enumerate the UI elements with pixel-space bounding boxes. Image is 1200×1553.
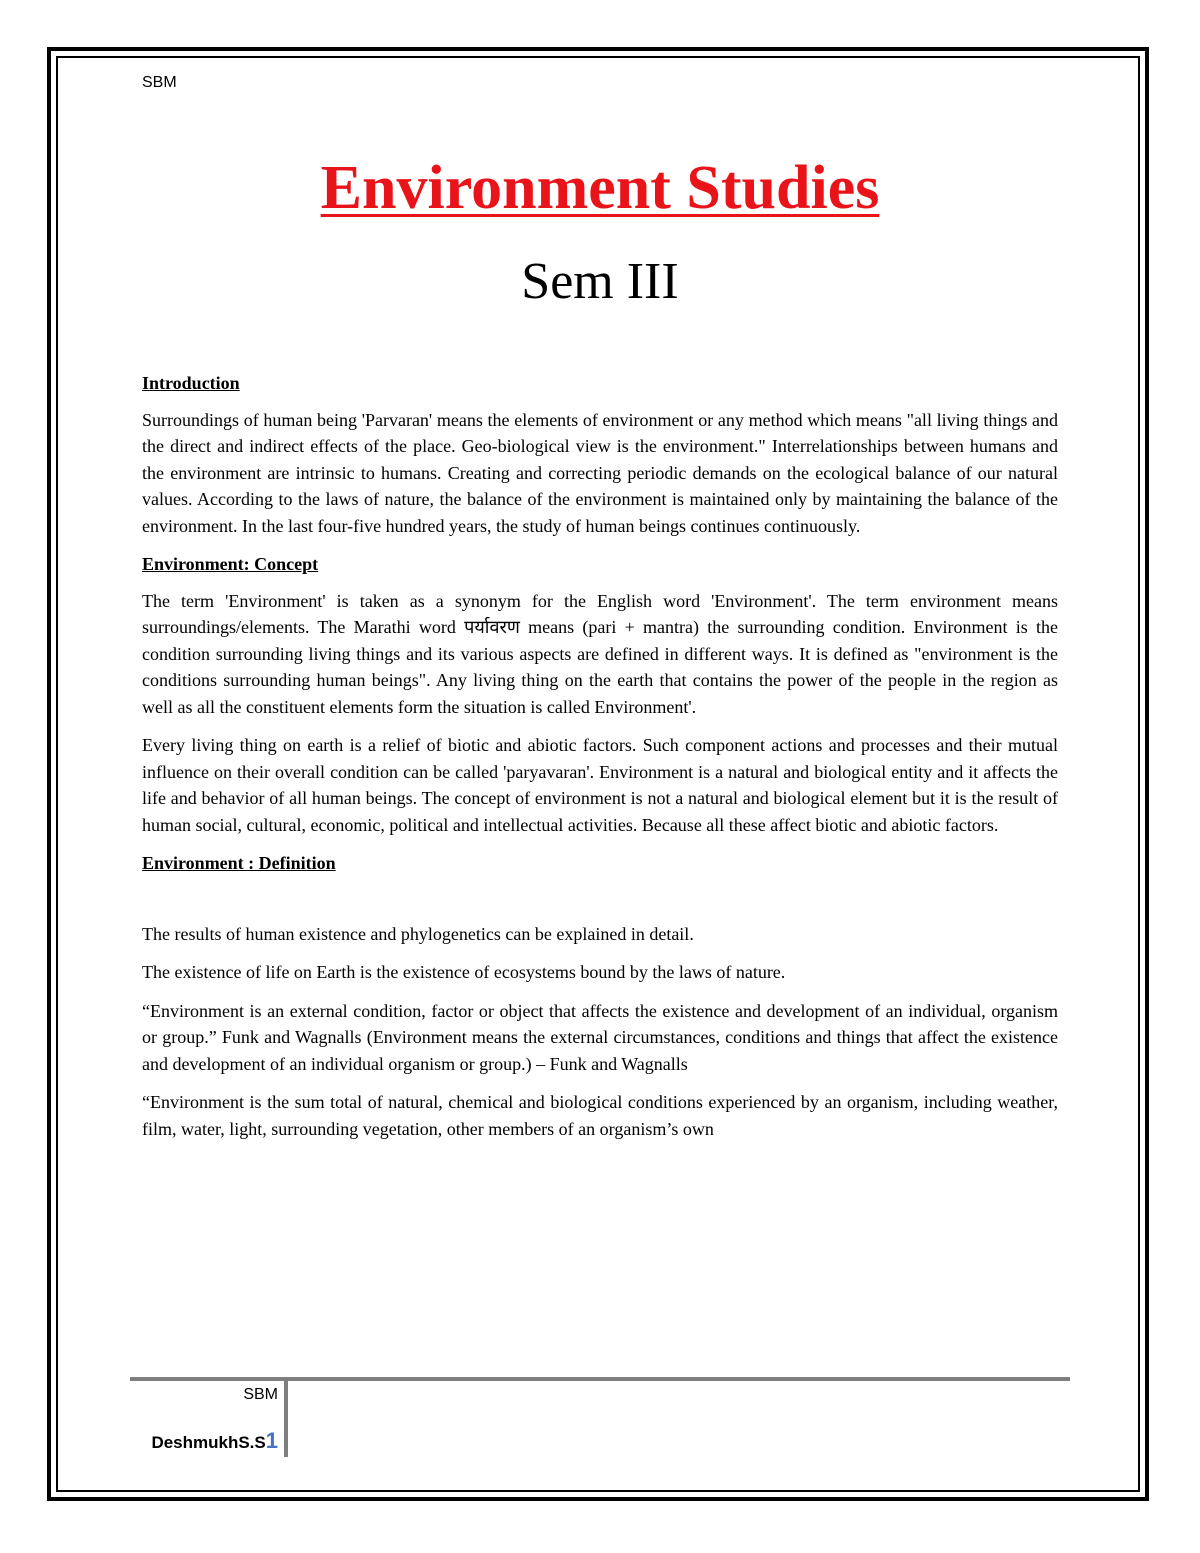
definition-paragraph-2: The existence of life on Earth is the existence of ecosystems bound by the laws of nature. <box>142 962 786 982</box>
intro-paragraph: Surroundings of human being 'Parvaran' means the elements of environment or any method which means "all living things and the direct and indirect effects of the place. Geo-biological view is the environment." Interrelationships between humans and the environment are intrinsic to humans. Creating and correcting periodic demands on the ecological balance of our natural values. According to the laws of nature, the balance of the environment is maintained only by maintaining the balance of the environment. In the last four-five hundred years, the study of human beings continues continuously. <box>142 409 1058 536</box>
header-label: SBM <box>142 74 177 91</box>
spacer <box>142 887 1058 921</box>
footer-author <box>100 1428 278 1454</box>
document-body <box>142 370 1058 1154</box>
document-title: Environment Studies <box>320 154 880 222</box>
footer-vertical-bar <box>284 1381 288 1457</box>
concept-paragraph-2: Every living thing on earth is a relief of biotic and abiotic factors. Such component actions and processes and their mutual influence on their overall condition can be called 'paryavaran'. Environment is a natural and biological entity and it affects the life and behavior of all human beings. The concept of environment is not a natural and biological element but it is the result of human social, cultural, economic, political and intellectual activities. Because all these affect biotic and abiotic factors. <box>142 735 1058 835</box>
definition-paragraph-1: The results of human existence and phylogenetics can be explained in detail. <box>142 923 694 944</box>
section-heading-introduction: Introduction <box>142 373 240 393</box>
concept-paragraph-1: The term 'Environment' is taken as a synonym for the English word 'Environment'. The term environment means surroundings/elements. The Marathi word पर्यावरण means (pari + mantra) the surrounding condition. Environment is the condition surrounding living things and its various aspects are defined in different ways. It is defined as "environment is the conditions surrounding human beings". Any living thing on the earth that contains the power of the people in the region as well as all the constituent elements form the situation is called Environment'. <box>142 590 1058 717</box>
definition-paragraph-4: “Environment is the sum total of natural, chemical and biological conditions experienced by an organism, including weather, film, water, light, surrounding vegetation, other members of an organism’s own <box>142 1092 1058 1139</box>
definition-paragraph-3: “Environment is an external condition, factor or object that affects the existence and development of an individual, organism or group.” Funk and Wagnalls (Environment means the external circumstances, conditions and things that affect the existence and development of an individual organism or group.) – Funk and Wagnalls <box>142 1000 1058 1074</box>
section-heading-concept: Environment: Concept <box>142 554 319 574</box>
document-subtitle: Sem III <box>521 253 679 310</box>
section-heading-definition: Environment : Definition <box>142 853 336 873</box>
footer-divider <box>130 1377 1070 1381</box>
footer-label: SBM <box>243 1386 278 1403</box>
footer-author-name: DeshmukhS.S <box>151 1433 266 1452</box>
page-number: 1 <box>265 1428 278 1453</box>
